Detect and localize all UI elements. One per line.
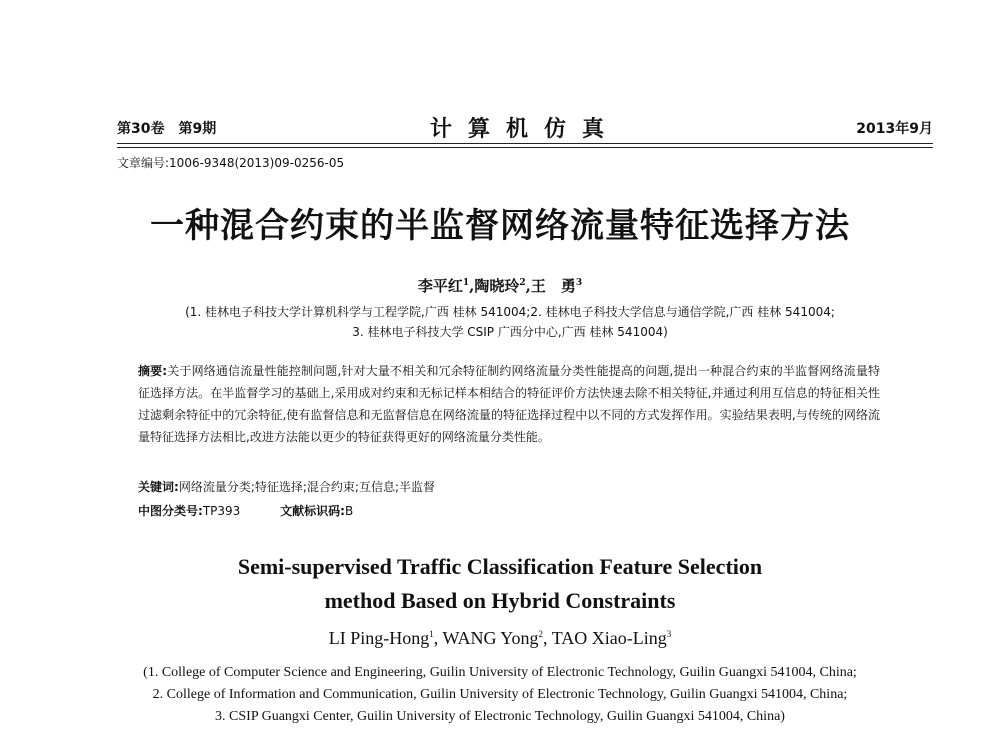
abstract-text: 关于网络通信流量性能控制问题,针对大量不相关和冗余特征制约网络流量分类性能提高的问题,提出一种混合约束的半监督网络流量特征选择方法。在半监督学习的基础上,采用成对约束和无标记样本相结合的特征评价方法快速去除不相关特征,并通过利用互信息的特征相关性过滤剩余特征中的冗余特征,使有监督信息和无监督信息在网络流量的特征选择过程中以不同的方式发挥作用。实验结果表明,与传统的网络流量特征选择方法相比,改进方法能以更少的特征获得更好的网络流量分类性能。 [138,364,880,444]
authors-cn: 李平红$^1$,陶晓玲$^2$,王 勇$^3$ [417,277,583,295]
journal-header [117,112,933,142]
author-affil-mark: 3 [666,629,672,639]
paper-title-en [0,550,1000,618]
affiliation-line: 3. 桂林电子科技大学 CSIP 广西分中心,广西 桂林 541004) [352,325,668,339]
author-name: WANG Yong [442,628,539,648]
classification [138,502,353,519]
author-affil-mark: 2 [519,278,526,288]
author-name: TAO Xiao-Ling [551,628,667,648]
affiliations-cn [130,302,890,342]
affiliation-line: (1. College of Computer Science and Engineering, Guilin University of Electronic Technology, Guilin Guangxi 541004, China; [143,665,857,680]
header-rule-thick [117,143,933,144]
author-name: LI Ping-Hong [328,628,430,648]
keywords-text: 网络流量分类;特征选择;混合约束;互信息;半监督 [178,480,435,494]
title-en-line: Semi-supervised Traffic Classification Feature Selection [237,554,763,579]
keywords [138,478,435,495]
publication-date: 2013年9月 [856,121,933,137]
affiliation-line: (1. 桂林电子科技大学计算机科学与工程学院,广西 桂林 541004;2. 桂林电子科技大学信息与通信学院,广西 桂林 541004; [185,305,835,319]
affiliation-line: 3. CSIP Guangxi Center, Guilin University of Electronic Technology, Guilin Guangxi 541004, China) [215,709,785,724]
paper-title-cn: 一种混合约束的半监督网络流量特征选择方法 [150,206,850,246]
journal-name: 计算机仿真 [429,116,620,142]
header-rule-thin [117,147,933,148]
author-affil-mark: 1 [462,278,470,288]
author-affil-mark: 3 [575,278,583,288]
volume-issue: 第30卷 第9期 [117,121,217,137]
classification-value: TP393 [202,504,241,518]
article-number: 文章编号:1006-9348(2013)09-0256-05 [117,156,345,170]
author-name: 陶晓玲 [474,277,520,295]
abstract-label: 摘要: [138,364,168,378]
abstract [138,360,880,448]
classification-label: 中图分类号: [138,504,203,518]
author-name: 李平红 [417,277,463,295]
keywords-label: 关键词: [138,480,179,494]
authors-en: LI Ping-Hong$^1$, WANG Yong$^2$, TAO Xiao-Ling$^3$ [328,628,672,648]
author-affil-mark: 1 [429,629,434,639]
doc-code-label: 文献标识码: [280,504,345,518]
author-name: 王 勇 [530,277,576,295]
doc-code-value: B [344,504,354,518]
author-affil-mark: 2 [538,629,543,639]
affiliations-en [90,662,910,728]
title-en-line: method Based on Hybrid Constraints [324,588,676,613]
affiliation-line: 2. College of Information and Communication, Guilin University of Electronic Technology, Guilin Guangxi 541004, China; [152,687,848,702]
